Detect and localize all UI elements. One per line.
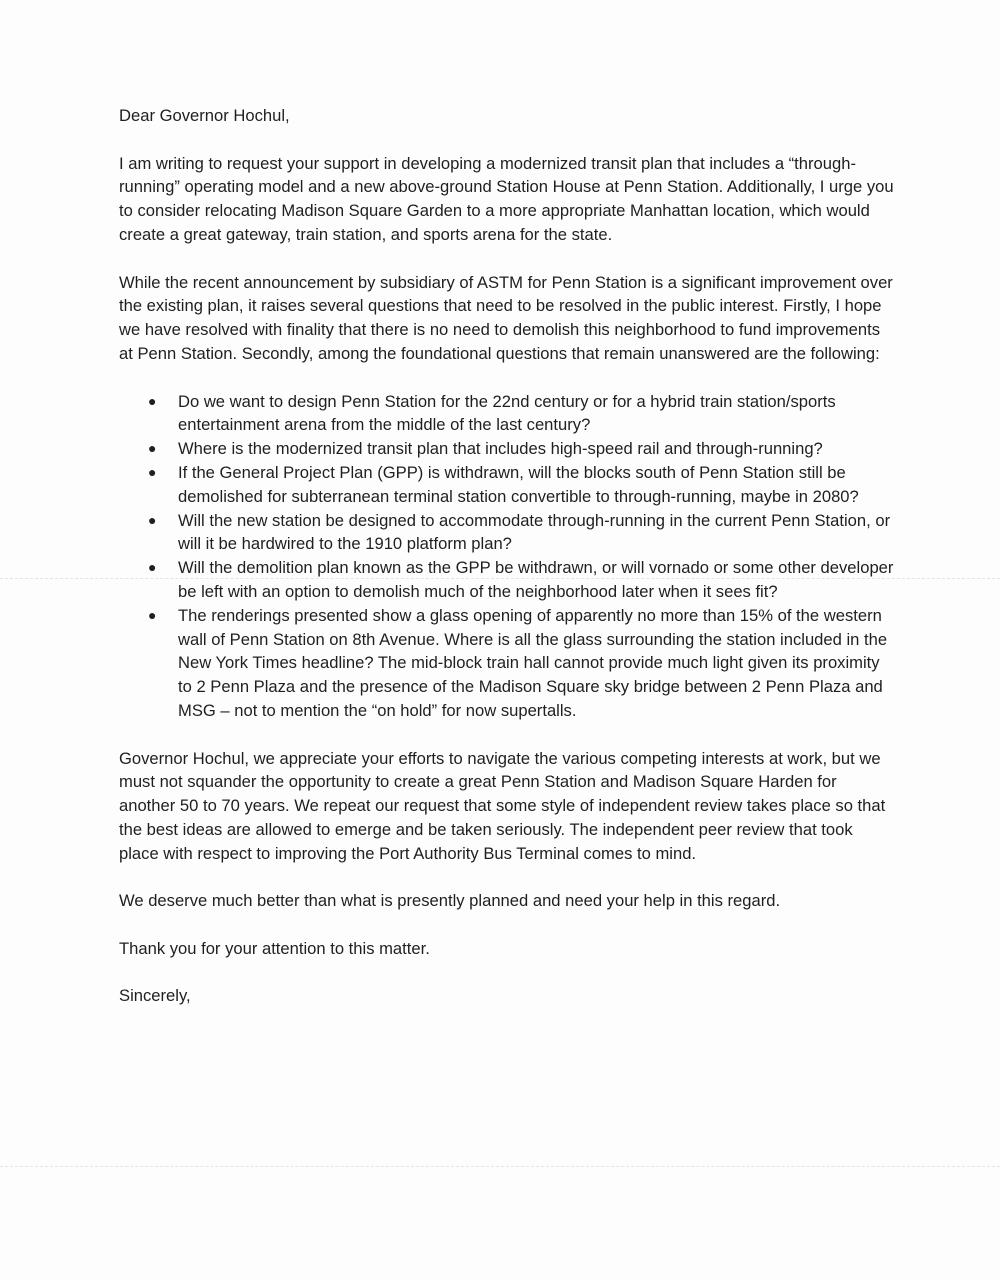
questions-list xyxy=(119,390,894,723)
salutation: Dear Governor Hochul, xyxy=(119,106,290,125)
page-fold-line xyxy=(0,1166,1000,1167)
list-item xyxy=(148,461,894,509)
list-item xyxy=(148,437,894,461)
bullet-icon: ● xyxy=(148,559,157,576)
list-item xyxy=(148,390,894,438)
question-text: If the General Project Plan (GPP) is withdrawn, will the blocks south of Penn Station still be demolished for subterranean terminal station convertible to through-running, maybe in 2080? xyxy=(178,462,859,506)
paragraph-request: I am writing to request your support in developing a modernized transit plan that includes a “through-running” operating model and a new above-ground Station House at Penn Station. Additionally, I urge you to consider relocating Madison Square Garden to a more appropriate Manhattan location, which would create a great gateway, train station, and sports arena for the state. xyxy=(119,153,894,244)
question-text: Do we want to design Penn Station for the 22nd century or for a hybrid train station/sports entertainment arena from the middle of the last century? xyxy=(178,391,836,435)
list-item xyxy=(148,604,894,723)
signoff: Sincerely, xyxy=(119,986,191,1006)
bullet-icon: ● xyxy=(148,463,157,480)
paragraph-questions-intro: While the recent announcement by subsidiary of ASTM for Penn Station is a significant improvement over the existing plan, it raises several questions that need to be resolved in the public interest. Firstly, I hope we have resolved with finality that there is no need to demolish this neighborhood to fund improvements at Penn Station. Secondly, among the foundational questions that remain unanswered are the following: xyxy=(119,272,893,363)
bullet-icon: ● xyxy=(148,606,157,623)
question-text: Will the new station be designed to accommodate through-running in the current Penn Station, or will it be hardwired to the 1910 platform plan? xyxy=(178,510,891,554)
question-text: The renderings presented show a glass opening of apparently no more than 15% of the western wall of Penn Station on 8th Avenue. Where is all the glass surrounding the station included in the New York Times headline? The mid-block train hall cannot provide much light given its proximity to 2 Penn Plaza and the presence of the Madison Square sky bridge between 2 Penn Plaza and MSG – not to mention the “on hold” for now supertalls. xyxy=(178,605,888,720)
paragraph-appeal: Governor Hochul, we appreciate your efforts to navigate the various competing interests at work, but we must not squander the opportunity to create a great Penn Station and Madison Square Harden for another 50 to 70 years. We repeat our request that some style of independent review takes place so that the best ideas are allowed to emerge and be taken seriously. The independent peer review that took place with respect to improving the Port Authority Bus Terminal comes to mind. xyxy=(119,748,886,863)
letter-body xyxy=(119,104,894,1032)
bullet-icon: ● xyxy=(148,511,157,528)
bullet-icon: ● xyxy=(148,440,157,457)
question-text: Where is the modernized transit plan that includes high-speed rail and through-running? xyxy=(178,439,823,459)
list-item xyxy=(148,509,894,557)
bullet-icon: ● xyxy=(148,392,157,409)
paragraph-thanks: Thank you for your attention to this matter. xyxy=(119,938,430,958)
question-text: Will the demolition plan known as the GPP be withdrawn, or will vornado or some other developer be left with an option to demolish much of the neighborhood later when it sees fit? xyxy=(178,558,894,601)
paragraph-deserve: We deserve much better than what is presently planned and need your help in this regard. xyxy=(119,891,781,911)
list-item xyxy=(148,556,894,604)
